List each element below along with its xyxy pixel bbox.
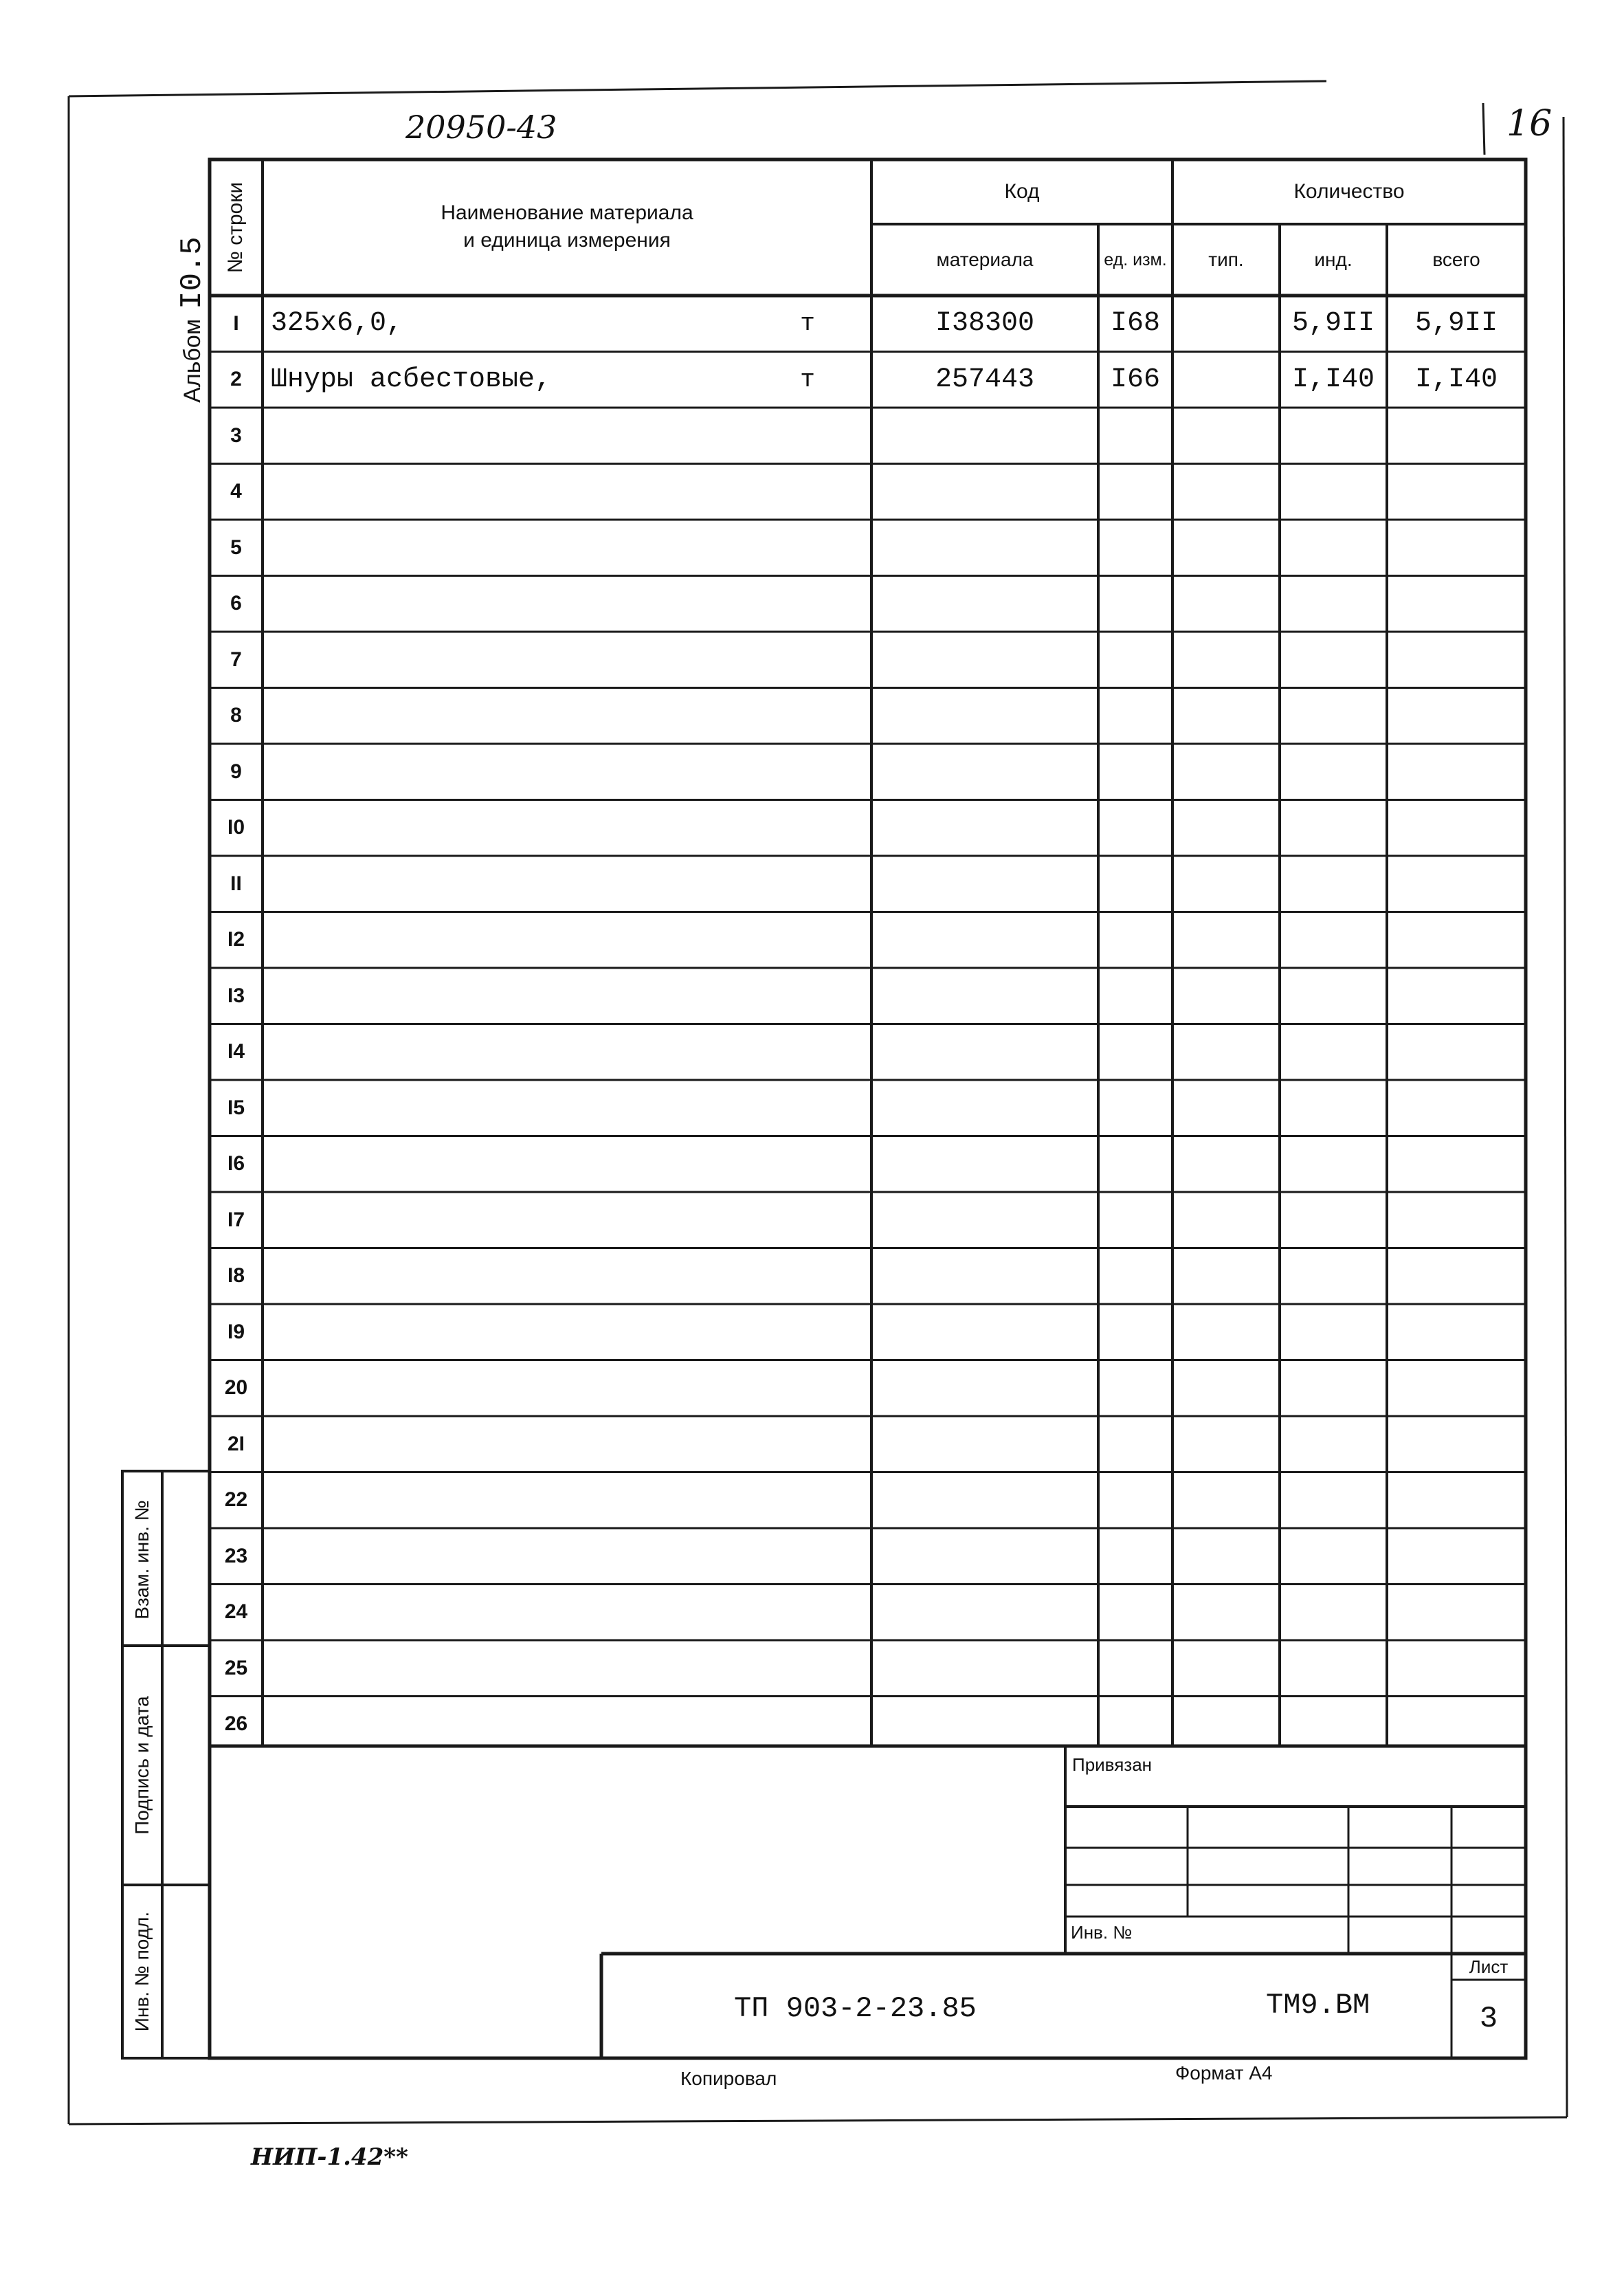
side-label-vzam-inv: Взам. инв. № bbox=[131, 1500, 153, 1620]
material-unit bbox=[744, 520, 871, 576]
row-number: I0 bbox=[227, 816, 245, 839]
table-row bbox=[210, 1585, 1526, 1641]
quantity-total bbox=[1387, 1136, 1526, 1193]
unit-code bbox=[1098, 1416, 1172, 1472]
quantity-individual bbox=[1280, 1080, 1387, 1136]
material-unit bbox=[744, 1528, 871, 1585]
table-row bbox=[210, 296, 1526, 352]
material-unit bbox=[744, 408, 871, 464]
quantity-total bbox=[1387, 1192, 1526, 1248]
material-name bbox=[263, 1585, 752, 1641]
quantity-type bbox=[1172, 1192, 1280, 1248]
quantity-individual bbox=[1280, 1360, 1387, 1417]
row-number: 6 bbox=[230, 592, 242, 615]
table-row bbox=[210, 912, 1526, 969]
unit-code bbox=[1098, 800, 1172, 857]
material-code bbox=[871, 576, 1098, 632]
material-code bbox=[871, 744, 1098, 800]
quantity-total bbox=[1387, 1360, 1526, 1417]
footer-stamp-code: НИП-1.42** bbox=[251, 2143, 408, 2171]
quantity-total bbox=[1387, 1528, 1526, 1585]
unit-code bbox=[1098, 1472, 1172, 1529]
quantity-individual bbox=[1280, 856, 1387, 912]
album-label: Альбом I0.5 bbox=[175, 236, 210, 403]
stamp-privyazan: Привязан bbox=[1072, 1754, 1153, 1775]
material-unit: т bbox=[800, 365, 815, 394]
row-number: 2 bbox=[230, 368, 242, 391]
quantity-individual bbox=[1280, 744, 1387, 800]
quantity-total bbox=[1387, 1416, 1526, 1472]
header-material-name-line2: и единица измерения bbox=[463, 229, 671, 252]
quantity-individual bbox=[1280, 800, 1387, 857]
quantity-total bbox=[1387, 576, 1526, 632]
quantity-type bbox=[1172, 744, 1280, 800]
material-name bbox=[263, 744, 752, 800]
quantity-individual bbox=[1280, 1136, 1387, 1193]
sheet-number: 3 bbox=[1479, 2002, 1498, 2036]
material-code bbox=[871, 1304, 1098, 1360]
material-code: I38300 bbox=[935, 308, 1035, 340]
material-name bbox=[263, 632, 752, 688]
table-row bbox=[210, 1304, 1526, 1360]
material-name bbox=[263, 1024, 752, 1081]
unit-code bbox=[1098, 632, 1172, 688]
row-number: I3 bbox=[227, 984, 245, 1007]
material-name bbox=[263, 1304, 752, 1360]
quantity-total bbox=[1387, 912, 1526, 969]
stamp-inv-number: Инв. № bbox=[1071, 1922, 1133, 1943]
quantity-individual bbox=[1280, 1528, 1387, 1585]
material-code bbox=[871, 968, 1098, 1024]
quantity-individual: I,I40 bbox=[1291, 364, 1375, 395]
quantity-total bbox=[1387, 1472, 1526, 1529]
quantity-individual bbox=[1280, 576, 1387, 632]
unit-code bbox=[1098, 1697, 1172, 1753]
table-row bbox=[210, 800, 1526, 857]
quantity-individual bbox=[1280, 1697, 1387, 1753]
material-unit bbox=[744, 1248, 871, 1305]
quantity-type bbox=[1172, 1528, 1280, 1585]
unit-code bbox=[1098, 520, 1172, 576]
quantity-total bbox=[1387, 1585, 1526, 1641]
quantity-type bbox=[1172, 1024, 1280, 1081]
material-name bbox=[263, 576, 752, 632]
material-name bbox=[263, 1248, 752, 1305]
quantity-type bbox=[1172, 1472, 1280, 1529]
quantity-individual bbox=[1280, 1304, 1387, 1360]
material-name bbox=[263, 1136, 752, 1193]
material-unit bbox=[744, 1697, 871, 1753]
table-row bbox=[210, 1528, 1526, 1585]
quantity-individual bbox=[1280, 688, 1387, 744]
unit-code bbox=[1098, 856, 1172, 912]
sheet-label: Лист bbox=[1469, 1956, 1509, 1977]
row-number: 25 bbox=[224, 1656, 248, 1679]
quantity-individual bbox=[1280, 1416, 1387, 1472]
quantity-total: 5,9II bbox=[1414, 308, 1498, 340]
quantity-total bbox=[1387, 408, 1526, 464]
material-name bbox=[263, 464, 752, 520]
material-name bbox=[263, 1360, 752, 1417]
material-unit bbox=[744, 1416, 871, 1472]
row-number: I9 bbox=[227, 1320, 245, 1343]
row-number: I7 bbox=[227, 1208, 245, 1231]
material-name bbox=[263, 1472, 752, 1529]
quantity-type bbox=[1172, 464, 1280, 520]
quantity-type bbox=[1172, 968, 1280, 1024]
unit-code bbox=[1098, 408, 1172, 464]
header-quantity-type: тип. bbox=[1208, 249, 1244, 270]
table-row bbox=[210, 1640, 1526, 1697]
material-unit bbox=[744, 464, 871, 520]
material-unit bbox=[744, 744, 871, 800]
unit-code bbox=[1098, 1304, 1172, 1360]
material-name bbox=[263, 520, 752, 576]
quantity-individual bbox=[1280, 1248, 1387, 1305]
quantity-total bbox=[1387, 1697, 1526, 1753]
quantity-total bbox=[1387, 1304, 1526, 1360]
table-row bbox=[210, 688, 1526, 744]
quantity-total bbox=[1387, 800, 1526, 857]
quantity-type bbox=[1172, 632, 1280, 688]
quantity-total bbox=[1387, 520, 1526, 576]
table-row bbox=[210, 856, 1526, 912]
quantity-individual bbox=[1280, 1024, 1387, 1081]
quantity-individual bbox=[1280, 632, 1387, 688]
quantity-individual bbox=[1280, 1192, 1387, 1248]
quantity-total bbox=[1387, 1640, 1526, 1697]
material-unit bbox=[744, 1136, 871, 1193]
material-code bbox=[871, 1024, 1098, 1081]
material-code bbox=[871, 1192, 1098, 1248]
unit-code bbox=[1098, 688, 1172, 744]
material-code bbox=[871, 1248, 1098, 1305]
material-unit bbox=[744, 1304, 871, 1360]
material-name bbox=[263, 1528, 752, 1585]
table-row bbox=[210, 1192, 1526, 1248]
quantity-type bbox=[1172, 1248, 1280, 1305]
unit-code: I66 bbox=[1110, 364, 1160, 395]
header-quantity-individual: инд. bbox=[1314, 249, 1353, 270]
quantity-total bbox=[1387, 856, 1526, 912]
material-name bbox=[263, 1080, 752, 1136]
unit-code bbox=[1098, 1080, 1172, 1136]
quantity-total bbox=[1387, 632, 1526, 688]
material-code bbox=[871, 632, 1098, 688]
quantity-type bbox=[1172, 408, 1280, 464]
quantity-individual bbox=[1280, 1585, 1387, 1641]
unit-code bbox=[1098, 744, 1172, 800]
table-row bbox=[210, 1136, 1526, 1193]
row-number: II bbox=[230, 872, 242, 895]
table-row bbox=[210, 408, 1526, 464]
quantity-individual: 5,9II bbox=[1291, 308, 1375, 340]
table-row bbox=[210, 1024, 1526, 1081]
material-unit bbox=[744, 1192, 871, 1248]
table-row bbox=[210, 464, 1526, 520]
material-unit bbox=[744, 912, 871, 969]
unit-code bbox=[1098, 912, 1172, 969]
document-mark: ТМ9.ВМ bbox=[1266, 1989, 1370, 2022]
material-code bbox=[871, 1472, 1098, 1529]
row-number: 24 bbox=[224, 1600, 248, 1624]
material-unit bbox=[744, 856, 871, 912]
header-material-name-line1: Наименование материала bbox=[441, 201, 693, 224]
quantity-type bbox=[1172, 1640, 1280, 1697]
row-number: 23 bbox=[224, 1544, 248, 1567]
material-name bbox=[263, 800, 752, 857]
unit-code bbox=[1098, 1248, 1172, 1305]
unit-code bbox=[1098, 1360, 1172, 1417]
quantity-individual bbox=[1280, 520, 1387, 576]
quantity-type bbox=[1172, 1080, 1280, 1136]
quantity-type bbox=[1172, 352, 1280, 408]
row-number: I6 bbox=[227, 1152, 245, 1175]
material-name bbox=[263, 688, 752, 744]
material-code bbox=[871, 1360, 1098, 1417]
material-code: 257443 bbox=[935, 364, 1035, 395]
unit-code bbox=[1098, 464, 1172, 520]
table-row bbox=[210, 1697, 1526, 1753]
table-row bbox=[210, 1472, 1526, 1529]
header-material-name bbox=[263, 186, 871, 268]
material-unit bbox=[744, 1080, 871, 1136]
material-unit: т bbox=[800, 309, 815, 338]
row-number: 20 bbox=[224, 1376, 248, 1400]
material-unit bbox=[744, 576, 871, 632]
handwritten-document-number: 20950-43 bbox=[405, 109, 557, 146]
row-number: 26 bbox=[224, 1712, 248, 1736]
header-row-number: № строки bbox=[224, 181, 247, 274]
row-number: I2 bbox=[227, 928, 245, 951]
quantity-individual bbox=[1280, 1472, 1387, 1529]
quantity-type bbox=[1172, 520, 1280, 576]
material-code bbox=[871, 464, 1098, 520]
table-row bbox=[210, 520, 1526, 576]
material-code bbox=[871, 1697, 1098, 1753]
material-unit bbox=[744, 688, 871, 744]
material-unit bbox=[744, 1024, 871, 1081]
quantity-type bbox=[1172, 1697, 1280, 1753]
material-name bbox=[263, 856, 752, 912]
unit-code bbox=[1098, 1585, 1172, 1641]
row-number: 9 bbox=[230, 760, 242, 783]
material-code bbox=[871, 408, 1098, 464]
header-quantity: Количество bbox=[1293, 180, 1405, 203]
table-row bbox=[210, 352, 1526, 408]
quantity-total: I,I40 bbox=[1414, 364, 1498, 395]
material-code bbox=[871, 800, 1098, 857]
table-row bbox=[210, 968, 1526, 1024]
row-number: 7 bbox=[230, 648, 242, 671]
material-code bbox=[871, 1640, 1098, 1697]
material-name bbox=[263, 1640, 752, 1697]
quantity-individual bbox=[1280, 968, 1387, 1024]
unit-code bbox=[1098, 576, 1172, 632]
quantity-type bbox=[1172, 800, 1280, 857]
quantity-type bbox=[1172, 688, 1280, 744]
header-quantity-total: всего bbox=[1432, 249, 1480, 270]
quantity-total bbox=[1387, 688, 1526, 744]
quantity-type bbox=[1172, 576, 1280, 632]
material-code bbox=[871, 1585, 1098, 1641]
material-unit bbox=[744, 632, 871, 688]
quantity-type bbox=[1172, 856, 1280, 912]
quantity-type bbox=[1172, 1136, 1280, 1193]
material-unit bbox=[744, 968, 871, 1024]
table-row bbox=[210, 744, 1526, 800]
sheet-number-top: 16 bbox=[1506, 103, 1553, 144]
material-name: Шнуры асбестовые, bbox=[271, 364, 552, 395]
side-label-inv-original: Инв. № подл. bbox=[131, 1911, 153, 2032]
document-code: ТП 903-2-23.85 bbox=[734, 1992, 977, 2025]
table-row bbox=[210, 1248, 1526, 1305]
material-code bbox=[871, 520, 1098, 576]
unit-code: I68 bbox=[1110, 308, 1160, 340]
table-row bbox=[210, 1360, 1526, 1417]
material-name bbox=[263, 1697, 752, 1753]
unit-code bbox=[1098, 1192, 1172, 1248]
material-name bbox=[263, 408, 752, 464]
quantity-type bbox=[1172, 296, 1280, 352]
table-row bbox=[210, 632, 1526, 688]
material-code bbox=[871, 1528, 1098, 1585]
material-unit bbox=[744, 800, 871, 857]
quantity-type bbox=[1172, 1304, 1280, 1360]
quantity-total bbox=[1387, 1024, 1526, 1081]
quantity-total bbox=[1387, 464, 1526, 520]
material-name: 325x6,0, bbox=[271, 308, 403, 340]
row-number: I5 bbox=[227, 1096, 245, 1119]
quantity-type bbox=[1172, 1416, 1280, 1472]
quantity-individual bbox=[1280, 912, 1387, 969]
unit-code bbox=[1098, 1640, 1172, 1697]
quantity-total bbox=[1387, 1248, 1526, 1305]
material-code bbox=[871, 1416, 1098, 1472]
row-number: I bbox=[233, 311, 239, 335]
row-number: 22 bbox=[224, 1488, 248, 1512]
table-row bbox=[210, 576, 1526, 632]
material-unit bbox=[744, 1640, 871, 1697]
material-name bbox=[263, 968, 752, 1024]
header-code: Код bbox=[1004, 180, 1040, 203]
material-code bbox=[871, 856, 1098, 912]
material-code bbox=[871, 1080, 1098, 1136]
quantity-total bbox=[1387, 1080, 1526, 1136]
material-name bbox=[263, 1416, 752, 1472]
unit-code bbox=[1098, 1528, 1172, 1585]
material-code bbox=[871, 688, 1098, 744]
footer-copied: Копировал bbox=[680, 2068, 777, 2089]
header-code-material: материала bbox=[936, 249, 1034, 270]
footer-format: Формат А4 bbox=[1175, 2062, 1273, 2084]
unit-code bbox=[1098, 1136, 1172, 1193]
material-code bbox=[871, 1136, 1098, 1193]
quantity-total bbox=[1387, 968, 1526, 1024]
material-unit bbox=[744, 1472, 871, 1529]
unit-code bbox=[1098, 1024, 1172, 1081]
unit-code bbox=[1098, 968, 1172, 1024]
material-code bbox=[871, 912, 1098, 969]
row-number: 4 bbox=[230, 480, 242, 503]
quantity-type bbox=[1172, 1585, 1280, 1641]
row-number: 2I bbox=[227, 1432, 245, 1455]
quantity-individual bbox=[1280, 464, 1387, 520]
material-unit bbox=[744, 1360, 871, 1417]
row-number: I4 bbox=[227, 1040, 245, 1063]
table-row bbox=[210, 1416, 1526, 1472]
quantity-individual bbox=[1280, 1640, 1387, 1697]
row-number: 3 bbox=[230, 423, 242, 447]
quantity-type bbox=[1172, 1360, 1280, 1417]
material-name bbox=[263, 912, 752, 969]
row-number: I8 bbox=[227, 1264, 245, 1288]
row-number: 8 bbox=[230, 704, 242, 727]
quantity-individual bbox=[1280, 408, 1387, 464]
table-row bbox=[210, 1080, 1526, 1136]
row-number: 5 bbox=[230, 536, 242, 559]
side-label-signature-date: Подпись и дата bbox=[131, 1696, 153, 1835]
quantity-type bbox=[1172, 912, 1280, 969]
quantity-total bbox=[1387, 744, 1526, 800]
material-unit bbox=[744, 1585, 871, 1641]
material-name bbox=[263, 1192, 752, 1248]
header-code-unit: ед. изм. bbox=[1104, 250, 1167, 269]
